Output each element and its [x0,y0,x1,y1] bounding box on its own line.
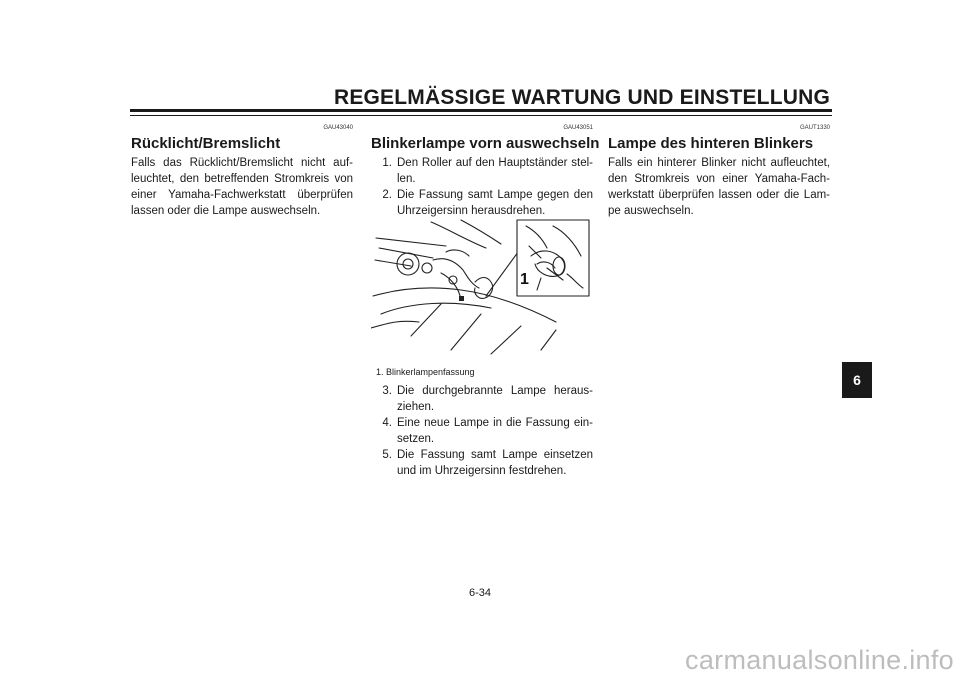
step-number: 4. [382,417,392,429]
scooter-front-illustration [371,218,593,356]
step-text: Den Roller auf den Hauptständer stel-len. [397,157,593,185]
blinker-socket-figure [371,218,593,356]
step-text: Eine neue Lampe in die Fassung ein-setzen. [397,417,593,445]
section-blinker-vorn [371,125,600,219]
section-title: Lampe des hinteren Blinkers [608,135,814,152]
header-rule-thin [130,115,832,116]
step-item [371,415,593,447]
page-header-title: REGELMÄSSIGE WARTUNG UND EINSTELLUNG [333,86,830,109]
section-blinker-hinten [608,125,830,219]
step-number: 5. [382,449,392,461]
step-item [371,155,593,187]
watermark: carmanualsonline.info [685,645,954,675]
figure-callout-1: 1 [520,271,529,288]
header-rule-thick [130,109,832,112]
step-text: Die durchgebrannte Lampe heraus-ziehen. [397,385,593,413]
step-item [371,447,593,479]
step-number: 3. [382,385,392,397]
chapter-tab: 6 [842,362,872,398]
step-number: 2. [382,189,392,201]
section-code: GAU43040 [323,125,353,131]
step-item [371,383,593,415]
steps-list [371,155,593,219]
step-text: Die Fassung samt Lampe gegen den Uhrzeigersinn herausdrehen. [397,189,593,217]
step-item [371,187,593,219]
figure-caption: 1. Blinkerlampenfassung [376,367,475,377]
section-text: Falls ein hinterer Blinker nicht aufleuchtet, den Stromkreis von einer Yamaha-Fach-werkstatt überprüfen lassen oder die Lam-pe auswechseln. [608,157,830,217]
step-text: Die Fassung samt Lampe einsetzen und im Uhrzeigersinn festdrehen. [397,449,593,477]
section-ruecklicht [131,125,353,219]
page-number: 6-34 [468,587,492,599]
section-title: Blinkerlampe vorn auswechseln [371,135,600,152]
section-code: GAUT1330 [799,125,830,131]
step-number: 1. [382,157,392,169]
section-text: Falls das Rücklicht/Bremslicht nicht auf-leuchtet, den betreffenden Stromkreis von einer Yamaha-Fachwerkstatt überprüfen lassen oder die Lampe auswechseln. [131,157,353,217]
steps-list-continued [371,383,593,479]
section-code: GAU43051 [563,125,593,131]
section-title: Rücklicht/Bremslicht [131,135,281,152]
